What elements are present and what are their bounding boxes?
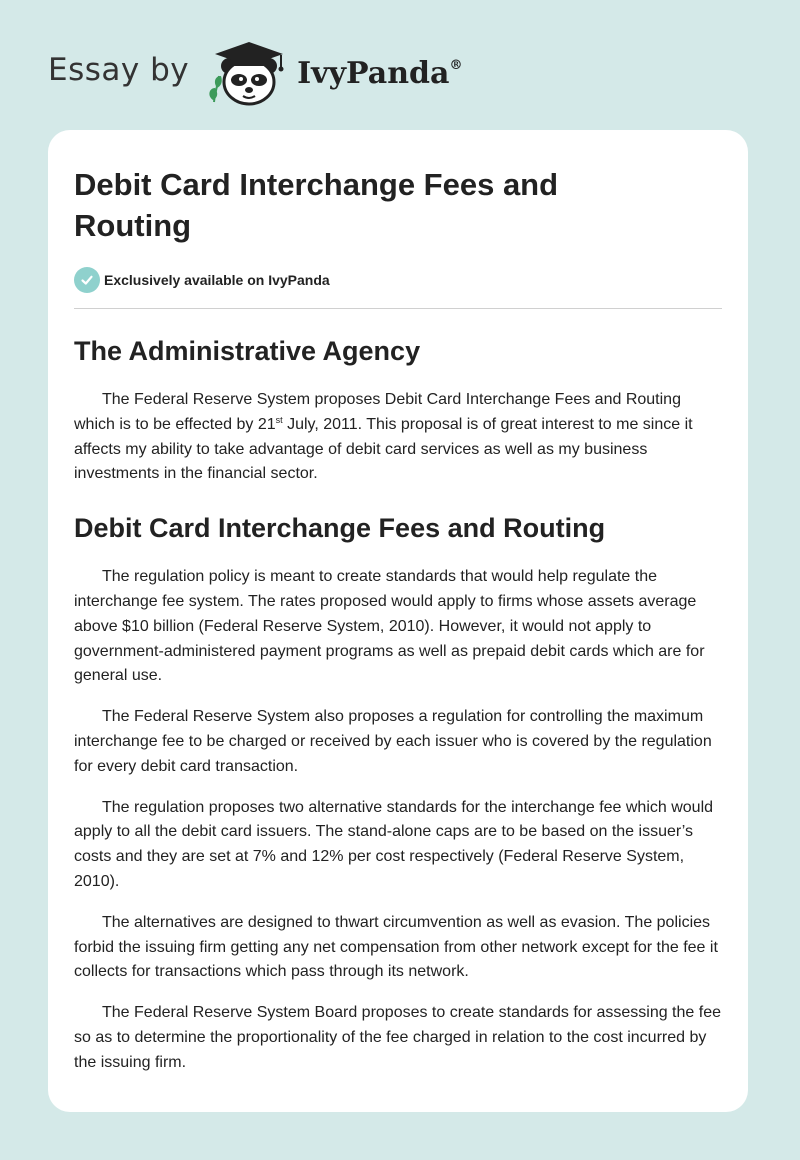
section-heading: The Administrative Agency <box>74 336 421 366</box>
section-heading: Debit Card Interchange Fees and Routing <box>74 513 606 544</box>
page-title: Debit Card Interchange Fees and Routing <box>74 167 559 243</box>
paragraph: The regulation proposes two alternative standards for the interchange fee which would apply to all the debit card issuers. The stand-alone caps are to be based on the issuer’s costs and they are set at 7% and 12% per cost respectively (Federal Reserve System, 2010). <box>74 798 714 890</box>
exclusive-badge <box>74 266 722 294</box>
ivypanda-logo-icon[interactable] <box>203 36 295 108</box>
exclusive-label: Exclusively available on IvyPanda <box>104 272 330 288</box>
essay-by-label: Essay by <box>48 52 190 88</box>
paragraph: The Federal Reserve System Board proposes to create standards for assessing the fee so as to determine the proportionality of the fee charged in relation to the cost incurred by the issuing firm. <box>74 1004 721 1071</box>
paragraph: The Federal Reserve System also proposes a regulation for controlling the maximum interchange fee to be charged or received by each issuer who is covered by the regulation for every debit card transaction. <box>74 708 712 775</box>
article-card <box>48 130 748 1112</box>
check-icon <box>74 267 100 293</box>
paragraph: The regulation policy is meant to create standards that would help regulate the interchange fee system. The rates proposed would apply to firms whose assets average above $10 billion (Federal Reserve System, 2010). However, it would not apply to government-administered payment programs as well as prepaid debit cards which are for general use. <box>74 568 705 685</box>
paragraph: The Federal Reserve System proposes Debit Card Interchange Fees and Routing which is to be effected by 21st July, 2011. This proposal is of great interest to me since it affects my ability to take advantage of debit card services as well as my business investments in the financial sector. <box>74 391 693 483</box>
site-header <box>48 36 508 108</box>
brand-name[interactable]: IvyPanda® <box>297 55 463 91</box>
paragraph: The alternatives are designed to thwart circumvention as well as evasion. The policies forbid the issuing firm getting any net compensation from other network except for the fee it collects for transactions which pass through its network. <box>74 913 718 981</box>
divider <box>74 308 722 309</box>
